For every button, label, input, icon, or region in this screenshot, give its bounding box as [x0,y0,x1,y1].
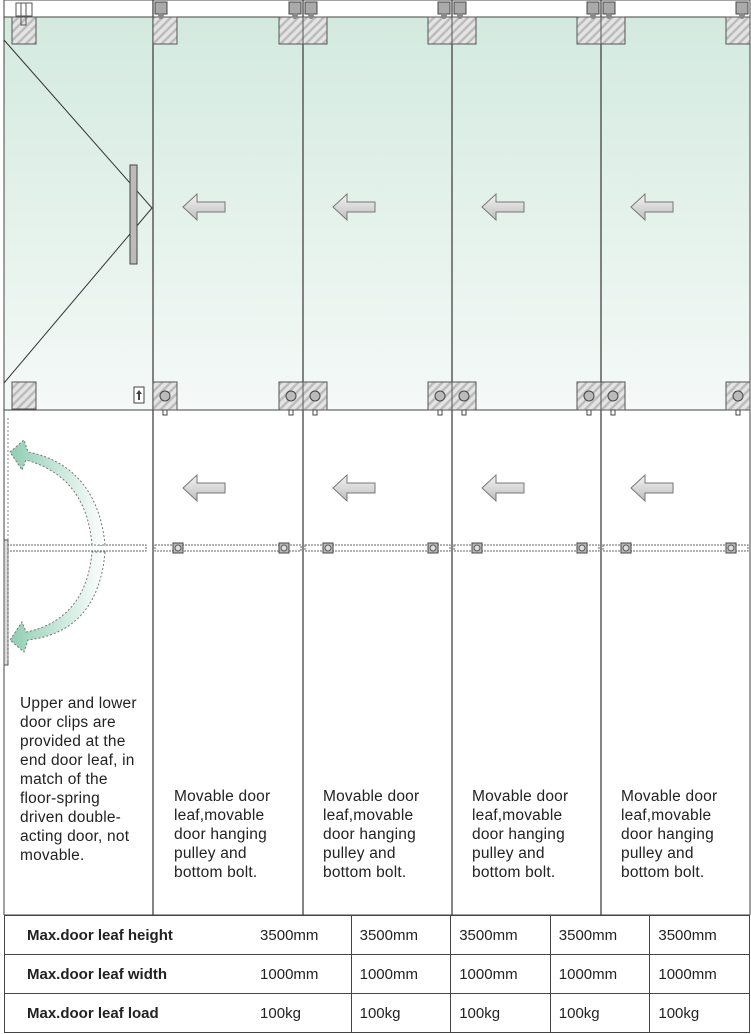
door-clip-icon [303,17,327,44]
spec-value: 3500mm [351,916,451,955]
spec-row [5,994,750,1033]
spec-value: 1000mm [550,955,650,994]
bottom-bolt-icon [459,391,469,401]
spec-value: 100kg [451,994,551,1033]
door-clip-icon [577,17,601,44]
door-clip-icon [726,17,750,44]
spec-row [5,955,750,994]
door-clip-icon [12,382,36,409]
spec-row [5,916,750,955]
door-clip-icon [279,17,303,44]
spec-value: 3500mm [650,916,750,955]
bottom-bolt-icon [310,391,320,401]
hanging-pulley-icon [289,2,301,14]
bottom-bolt-icon [733,391,743,401]
panel-description: Movable door leaf,movable door hanging pulley and bottom bolt. [174,788,271,881]
hanging-pulley-icon [305,2,317,14]
door-handle [130,165,137,264]
end-leaf-plan [4,545,146,551]
spec-label: Max.door leaf load [5,994,253,1033]
bottom-bolt-icon [584,391,594,401]
panel-description: Upper and lower door clips are provided at the end door leaf, in match of the floor-spring driven double-acting door, not movable. [20,695,137,864]
door-clip-icon [452,17,476,44]
spec-value: 3500mm [550,916,650,955]
door-clip-icon [12,17,36,44]
hanging-pulley-icon [438,2,450,14]
spec-value: 100kg [252,994,351,1033]
hanging-pulley-icon [454,2,466,14]
panel-description: Movable door leaf,movable door hanging pulley and bottom bolt. [472,788,569,881]
spec-label: Max.door leaf height [5,916,253,955]
hanging-pulley-icon [587,2,599,14]
door-clip-icon [428,17,452,44]
bottom-bolt-icon [286,391,296,401]
spec-value: 1000mm [451,955,551,994]
spec-value: 100kg [351,994,451,1033]
open-leaf-plan [4,540,8,665]
hanging-pulley-icon [736,2,748,14]
bottom-bolt-icon [608,391,618,401]
door-clip-icon [153,17,177,44]
spec-label: Max.door leaf width [5,955,253,994]
door-clip-icon [601,17,625,44]
top-track [4,0,750,17]
spec-value: 1000mm [650,955,750,994]
hanging-pulley-icon [603,2,615,14]
bottom-bolt-icon [435,391,445,401]
spec-value: 100kg [650,994,750,1033]
spec-table [4,915,750,1033]
panel-description: Movable door leaf,movable door hanging pulley and bottom bolt. [323,788,420,881]
spec-value: 3500mm [252,916,351,955]
spec-value: 100kg [550,994,650,1033]
bottom-bolt-icon [160,391,170,401]
spec-value: 1000mm [252,955,351,994]
panel-description: Movable door leaf,movable door hanging pulley and bottom bolt. [621,788,718,881]
hanging-pulley-icon [155,2,167,14]
spec-value: 1000mm [351,955,451,994]
spec-value: 3500mm [451,916,551,955]
